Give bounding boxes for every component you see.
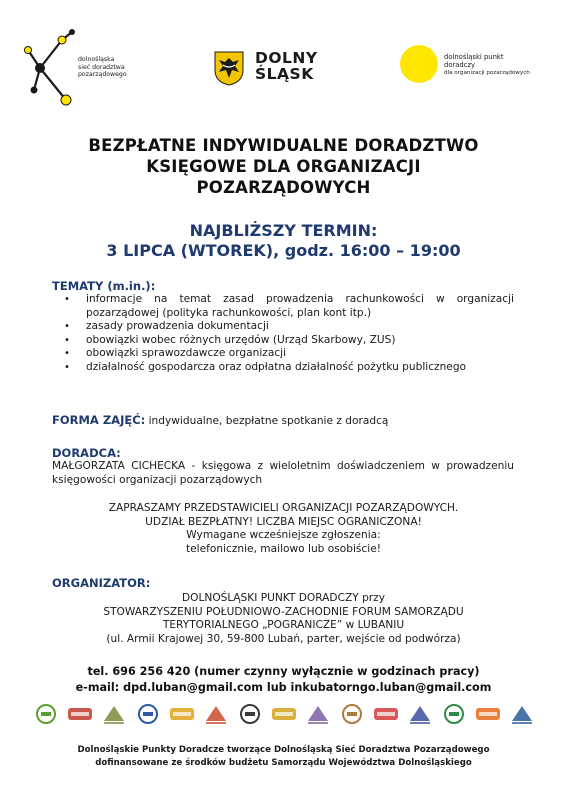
dolnoslaski-punkt-doradczy-logo [400, 45, 560, 95]
invite-line: telefonicznie, mailowo lub osobiście! [186, 542, 381, 555]
dolny-slask-logo [213, 50, 363, 90]
term-line: NAJBLIŻSZY TERMIN: [189, 221, 378, 240]
format-label: FORMA ZAJĘĆ: [52, 413, 146, 427]
partner-logo-12 [406, 701, 434, 727]
footer-line: dofinansowane ze środków budżetu Samorządu Województwa Dolnośląskiego [95, 757, 472, 768]
partner-logo-11 [372, 701, 400, 727]
organizer-heading: ORGANIZATOR: [52, 576, 151, 590]
title-line: BEZPŁATNE INDYWIDUALNE DORADZTWO [88, 136, 479, 155]
funding-footer [0, 744, 567, 769]
list-item: • zasady prowadzenia dokumentacji [52, 320, 514, 334]
topics-list [52, 293, 514, 375]
wordmark-line: DOLNY [255, 49, 318, 67]
partner-logo-8 [270, 701, 298, 727]
partner-logo-4 [134, 701, 162, 727]
partner-logos-row [30, 701, 540, 729]
organizer-line: (ul. Armii Krajowej 30, 59-800 Lubań, parter, wejście od podwórza) [106, 632, 461, 645]
list-item: • obowiązki wobec różnych urzędów (Urząd Skarbowy, ZUS) [52, 334, 514, 348]
invite-line: UDZIAŁ BEZPŁATNY! LICZBA MIEJSC OGRANICZONA! [145, 515, 422, 528]
term-line: 3 LIPCA (WTOREK), godz. 16:00 – 19:00 [106, 241, 461, 260]
partner-logo-15 [508, 701, 536, 727]
list-item: • informacje na temat zasad prowadzenia rachunkowości w organizacji pozarządowej (polityka rachunkowości, plan kont itp.) [52, 293, 514, 320]
contact-block [0, 664, 567, 695]
partner-logo-14 [474, 701, 502, 727]
format-line [52, 414, 522, 429]
wordmark-line: ŚLĄSK [255, 65, 314, 83]
partner-logo-5 [168, 701, 196, 727]
list-item: • obowiązki sprawozdawcze organizacji [52, 347, 514, 361]
email-line: e-mail: dpd.luban@gmail.com lub inkubatorngo.luban@gmail.com [75, 680, 492, 694]
left-logo-line: sieć doradztwa [78, 63, 125, 71]
right-logo-text [444, 53, 530, 78]
partner-logo-13 [440, 701, 468, 727]
list-item: • działalność gospodarcza oraz odpłatna działalność pożytku publicznego [52, 361, 514, 375]
phone-line: tel. 696 256 420 (numer czynny wyłącznie w godzinach pracy) [87, 665, 480, 678]
topics-heading: TEMATY (m.in.): [52, 279, 156, 293]
title-line: KSIĘGOWE DLA ORGANIZACJI [146, 157, 421, 176]
advisor-heading: DORADCA: [52, 446, 121, 460]
footer-line: Dolnośląskie Punkty Doradcze tworzące Dolnośląską Sieć Doradztwa Pozarządowego [77, 745, 490, 755]
right-logo-line: dla organizacji pozarządowych [444, 70, 530, 77]
partner-logo-9 [304, 701, 332, 727]
invite-line: ZAPRASZAMY PRZEDSTAWICIELI ORGANIZACJI POZARZĄDOWYCH. [108, 502, 459, 514]
partner-logo-2 [66, 701, 94, 727]
organizer-block [0, 592, 567, 646]
partner-logo-10 [338, 701, 366, 727]
left-logo-text [78, 56, 127, 79]
dolny-slask-wordmark [255, 50, 318, 82]
left-logo-line: dolnośląska [78, 56, 115, 63]
title-line: POZARZĄDOWYCH [196, 178, 371, 197]
partner-logo-6 [202, 701, 230, 727]
right-logo-line: doradczy [444, 61, 476, 70]
invite-line: Wymagane wcześniejsze zgłoszenia: [186, 529, 381, 542]
coat-of-arms-icon [213, 50, 245, 86]
advisor-text: MAŁGORZATA CICHECKA - księgowa z wieloletnim doświadczeniem w prowadzeniu księgowości organizacji pozarządowych [52, 460, 514, 486]
partner-logo-7 [236, 701, 264, 727]
partner-logo-1 [32, 701, 60, 727]
left-logo-line: pozarządowego [78, 71, 127, 78]
right-logo-line: dolnośląski punkt [444, 53, 504, 61]
network-icon [22, 28, 82, 108]
yellow-circle-icon [400, 45, 438, 83]
organizer-line: TERYTORIALNEGO „POGRANICZE” w LUBANIU [162, 619, 405, 632]
organizer-line: DOLNOŚLĄSKI PUNKT DORADCZY przy [182, 592, 385, 604]
organizer-line: STOWARZYSZENIU POŁUDNIOWO-ZACHODNIE FORUM SAMORZĄDU [103, 605, 464, 618]
partner-logo-3 [100, 701, 128, 727]
next-date [0, 221, 567, 261]
invitation-block [0, 502, 567, 556]
format-text: indywidualne, bezpłatne spotkanie z doradcą [145, 415, 389, 427]
dolnoslaska-siec-logo [22, 28, 182, 108]
page-title [0, 135, 567, 198]
